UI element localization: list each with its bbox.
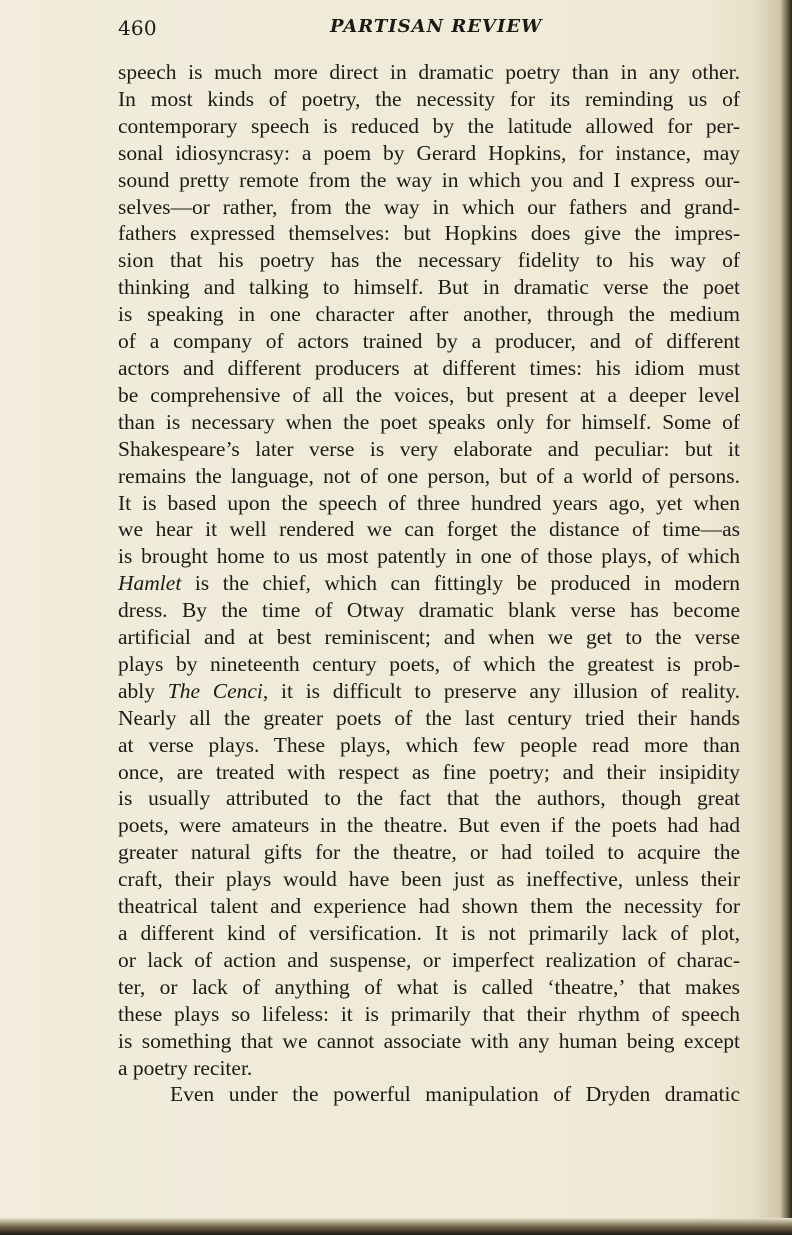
body-text — [118, 59, 740, 1108]
text-line: sonal idiosyncrasy: a poem by Gerard Hopkins, for instance, may — [118, 140, 740, 165]
text-line: plays by nineteenth century poets, of which the greatest is prob- — [118, 651, 740, 676]
text-line: contemporary speech is reduced by the latitude allowed for per- — [118, 113, 740, 138]
text-line: dress. By the time of Otway dramatic blank verse has become — [118, 598, 740, 623]
text-line: than is necessary when the poet speaks only for himself. Some of — [118, 409, 740, 434]
text-line: theatrical talent and experience had shown them the necessity for — [118, 894, 740, 919]
title-the-cenci: The Cenci — [167, 678, 263, 703]
text-line: sound pretty remote from the way in which you and I express our- — [118, 167, 740, 192]
text-line: or lack of action and suspense, or imperfect realization of charac- — [118, 947, 740, 972]
text-line: a different kind of versification. It is not primarily lack of plot, — [118, 921, 740, 945]
text-line: is brought home to us most patently in one of those plays, of which — [118, 544, 740, 569]
text-line: we hear it well rendered we can forget the distance of time—as — [118, 517, 740, 542]
text-line: craft, their plays would have been just as ineffective, unless their — [118, 867, 740, 892]
text-line: a poetry reciter. — [118, 1055, 253, 1080]
text-line: greater natural gifts for the theatre, or had toiled to acquire the — [118, 840, 740, 865]
text-line: at verse plays. These plays, which few people read more than — [118, 732, 740, 757]
text-line: Nearly all the greater poets of the last century tried their hands — [118, 705, 740, 730]
text-line: is something that we cannot associate with any human being except — [118, 1028, 740, 1053]
text-line: fathers expressed themselves: but Hopkins does give the impres- — [118, 221, 740, 246]
page-number: 460 — [118, 16, 157, 40]
text-line: once, are treated with respect as fine poetry; and their insipidity — [118, 759, 740, 784]
text-line: is speaking in one character after another, through the medium — [118, 302, 740, 327]
page-header — [0, 16, 792, 46]
text-line: actors and different producers at different times: his idiom must — [118, 355, 740, 380]
paragraph-1 — [118, 59, 740, 1081]
paragraph-2 — [118, 1081, 740, 1108]
page-bottom-edge — [0, 1218, 792, 1235]
text-line: speech is much more direct in dramatic poetry than in any other. — [118, 60, 740, 84]
text-line: poets, were amateurs in the theatre. But even if the poets had had — [118, 813, 740, 838]
text-line: ably The Cenci, it is difficult to preserve any illusion of reality. — [118, 678, 740, 703]
running-head: PARTISAN REVIEW — [330, 16, 543, 37]
text-line: sion that his poetry has the necessary fidelity to his way of — [118, 248, 740, 273]
text-line: ter, or lack of anything of what is called ‘theatre,’ that makes — [118, 974, 740, 999]
text-line: selves—or rather, from the way in which our fathers and grand- — [118, 194, 740, 219]
text-line: be comprehensive of all the voices, but present at a deeper level — [118, 382, 740, 407]
text-line: Even under the powerful manipulation of Dryden dramatic — [170, 1082, 740, 1107]
text-line: Hamlet is the chief, which can fittingly be produced in modern — [118, 571, 740, 596]
title-hamlet: Hamlet — [118, 571, 182, 596]
text-line: thinking and talking to himself. But in dramatic verse the poet — [118, 275, 740, 300]
text-line: these plays so lifeless: it is primarily that their rhythm of speech — [118, 1001, 740, 1026]
text-line: of a company of actors trained by a producer, and of different — [118, 329, 740, 354]
text-line: is usually attributed to the fact that the authors, though great — [118, 786, 740, 811]
text-line: In most kinds of poetry, the necessity for its reminding us of — [118, 86, 740, 111]
text-line: artificial and at best reminiscent; and when we get to the verse — [118, 625, 740, 650]
text-line: remains the language, not of one person, but of a world of persons. — [118, 463, 740, 488]
text-line: It is based upon the speech of three hundred years ago, yet when — [118, 490, 740, 515]
text-line: Shakespeare’s later verse is very elaborate and peculiar: but it — [118, 436, 740, 461]
